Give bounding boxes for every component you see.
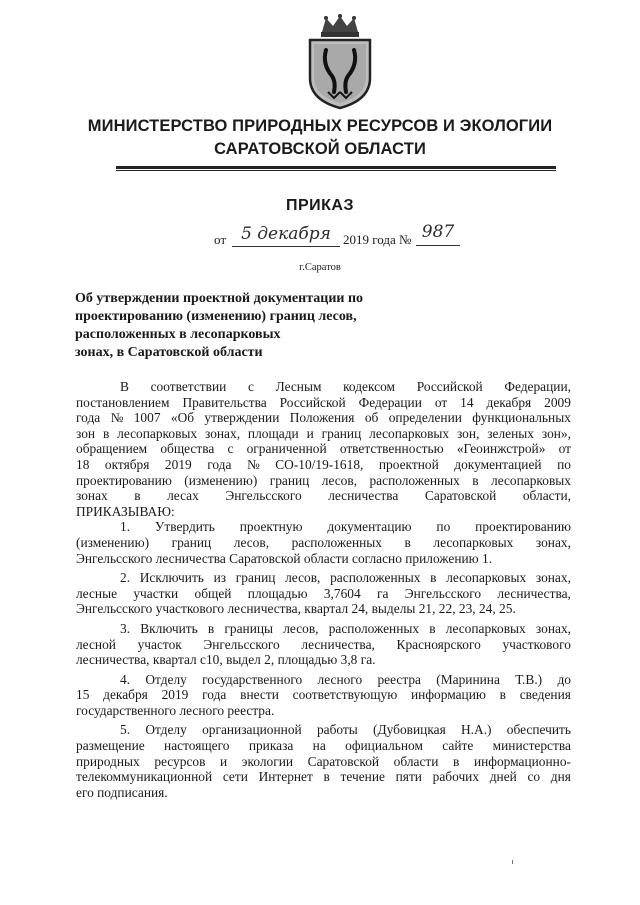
body-line: 2. Исключить из границ лесов, расположенных в лесопарковых зонах, [120, 570, 571, 586]
body-line: проектированию (изменению) границ лесов, расположенных в лесопарковых [76, 472, 571, 488]
body-line: обращением общества с ограниченной ответственностью «Геоинжстрой» от [76, 441, 571, 457]
order-subject [75, 290, 405, 362]
order-items [76, 519, 571, 804]
body-line: постановлением Правительства Российской Федерации от 14 декабря 2009 [76, 394, 571, 410]
body-line: (изменению) границ лесов, расположенных в лесопарковых зонах, [76, 534, 571, 550]
ministry-name-line-2: САРАТОВСКОЙ ОБЛАСТИ [214, 140, 426, 158]
body-line: 4. Отделу государственного лесного реестра (Маринина Т.В.) до [120, 671, 571, 687]
body-line: 18 октября 2019 года № СО-10/19-1618, проектной документацией по [76, 456, 571, 472]
date-prefix: от [214, 232, 227, 247]
order-item [76, 722, 571, 800]
subject-line: расположенных в лесопарковых [75, 327, 281, 342]
body-line: природных ресурсов и экологии Саратовской области в информационно- [76, 753, 571, 769]
body-line: телекоммуникационной сети Интернет в течение пяти рабочих дней со дня [76, 769, 571, 785]
order-item [76, 570, 571, 617]
handwritten-order-number: 987 [416, 222, 460, 246]
order-item [76, 672, 571, 719]
body-line: 1. Утвердить проектную документацию по проектированию [120, 519, 571, 535]
header-thin-rule [116, 170, 556, 171]
body-line: 3. Включить в границы лесов, расположенных в лесопарковых зонах, [120, 620, 571, 636]
body-line: зонах в лесах Энгельсского лесничества Саратовской области, [76, 488, 571, 504]
order-body [76, 379, 571, 804]
body-line: лесничества, квартал с10, выдел 2, площадью 3,8 га. [76, 652, 376, 668]
body-line: размещение настоящего приказа на официальном сайте министерства [76, 738, 571, 754]
body-line: лесные участки общей площадью 3,7604 га Энгельсского лесничества, [76, 585, 571, 601]
coat-of-arms-icon [302, 14, 378, 110]
subject-line: зонах, в Саратовской области [75, 345, 263, 360]
order-date-line [0, 222, 640, 252]
header-thick-rule [116, 166, 556, 169]
ministry-name-line-1: МИНИСТЕРСТВО ПРИРОДНЫХ РЕСУРСОВ И ЭКОЛОГИИ [87, 117, 553, 135]
body-line: Энгельсского лесничества Саратовской области согласно приложению 1. [76, 550, 493, 566]
body-line: государственного лесного реестра. [76, 702, 275, 718]
order-item [76, 519, 571, 566]
subject-line: Об утверждении проектной документации по [75, 291, 364, 306]
order-item [76, 621, 571, 668]
body-line: его подписания. [76, 784, 168, 800]
subject-line: проектированию (изменению) границ лесов, [75, 309, 357, 324]
city: г.Саратов [299, 262, 341, 273]
body-line: ПРИКАЗЫВАЮ: [76, 503, 175, 519]
body-line: 15 декабря 2019 года внести соответствующую информацию в сведения [76, 687, 571, 703]
body-line: 5. Отделу организационной работы (Дубовицкая Н.А.) обеспечить [120, 722, 571, 738]
body-line: В соответствии с Лесным кодексом Российской Федерации, [120, 379, 571, 394]
body-line: зон в лесопарковых зонах, площади и границ лесопарковых зон, зеленых зон», [76, 425, 571, 441]
date-year: 2019 года № [343, 232, 412, 247]
paragraph-gap [76, 800, 571, 804]
body-line: Энгельсского участкового лесничества, квартал 24, выделы 21, 22, 23, 24, 25. [76, 601, 516, 617]
body-line: года № 1007 «Об утверждении Положения об определении функциональных [76, 410, 571, 426]
order-title: ПРИКАЗ [285, 197, 354, 214]
body-line: лесной участок Энгельсского лесничества, Красноярского участкового [76, 636, 571, 652]
handwritten-date: 5 декабря [232, 224, 340, 247]
scan-speck [512, 860, 513, 864]
preamble [76, 379, 571, 519]
